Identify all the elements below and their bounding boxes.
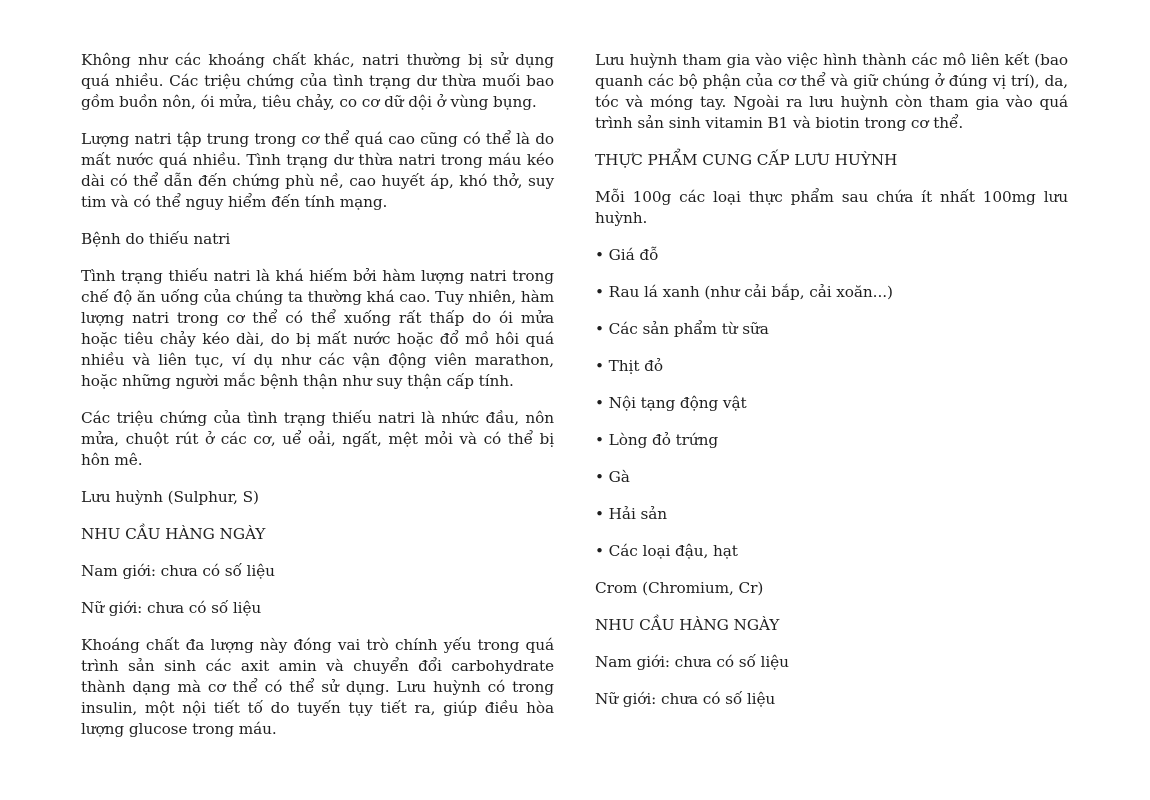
list-item: • Gà	[595, 468, 630, 486]
paragraph: Khoáng chất đa lượng này đóng vai trò chính yếu trong quá trình sản sinh các axit amin và chuyển đổi carbohydrate thành dạng mà cơ thể có thể sử dụng. Lưu huỳnh có trong insulin, một nội tiết tố do tuyến tụy tiết ra, giúp điều hòa lượng glucose trong máu.	[81, 636, 554, 738]
requirement-line: Nam giới: chưa có số liệu	[595, 653, 789, 671]
paragraph: Mỗi 100g các loại thực phẩm sau chứa ít nhất 100mg lưu huỳnh.	[595, 188, 1068, 227]
paragraph: Lượng natri tập trung trong cơ thể quá cao cũng có thể là do mất nước quá nhiều. Tình trạng dư thừa natri trong máu kéo dài có thể dẫn đến chứng phù nề, cao huyết áp, khó thở, suy tim và có thể nguy hiểm đến tính mạng.	[81, 130, 554, 211]
list-item: • Thịt đỏ	[595, 357, 663, 375]
subheading: NHU CẦU HÀNG NGÀY	[81, 525, 266, 543]
list-item: • Rau lá xanh (như cải bắp, cải xoăn...)	[595, 283, 893, 301]
list-item: • Các loại đậu, hạt	[595, 542, 738, 560]
requirement-line: Nữ giới: chưa có số liệu	[595, 690, 776, 708]
list-item: • Các sản phẩm từ sữa	[595, 320, 769, 338]
requirement-line: Nam giới: chưa có số liệu	[81, 562, 275, 580]
left-column	[81, 50, 554, 756]
list-item: • Hải sản	[595, 505, 668, 523]
list-item: • Lòng đỏ trứng	[595, 431, 719, 449]
paragraph: Các triệu chứng của tình trạng thiếu natri là nhức đầu, nôn mửa, chuột rút ở các cơ, uể oải, ngất, mệt mỏi và có thể bị hôn mê.	[81, 409, 554, 469]
section-heading: Crom (Chromium, Cr)	[595, 579, 764, 597]
subheading: THỰC PHẨM CUNG CẤP LƯU HUỲNH	[595, 151, 898, 169]
list-item: • Nội tạng động vật	[595, 394, 747, 412]
paragraph: Không như các khoáng chất khác, natri thường bị sử dụng quá nhiều. Các triệu chứng của tình trạng dư thừa muối bao gồm buồn nôn, ói mửa, tiêu chảy, co cơ dữ dội ở vùng bụng.	[81, 51, 554, 111]
section-heading: Lưu huỳnh (Sulphur, S)	[81, 488, 259, 506]
section-heading: Bệnh do thiếu natri	[81, 230, 231, 248]
paragraph: Lưu huỳnh tham gia vào việc hình thành các mô liên kết (bao quanh các bộ phận của cơ thể và giữ chúng ở đúng vị trí), da, tóc và móng tay. Ngoài ra lưu huỳnh còn tham gia vào quá trình sản sinh vitamin B1 và biotin trong cơ thể.	[595, 51, 1068, 132]
requirement-line: Nữ giới: chưa có số liệu	[81, 599, 262, 617]
paragraph: Tình trạng thiếu natri là khá hiếm bởi hàm lượng natri trong chế độ ăn uống của chúng ta thường khá cao. Tuy nhiên, hàm lượng natri trong cơ thể có thể xuống rất thấp do ói mửa hoặc tiêu chảy kéo dài, do bị mất nước hoặc đổ mồ hôi quá nhiều và liên tục, ví dụ như các vận động viên marathon, hoặc những người mắc bệnh thận như suy thận cấp tính.	[81, 267, 554, 390]
right-column	[595, 50, 1068, 726]
list-item: • Giá đỗ	[595, 246, 659, 264]
subheading: NHU CẦU HÀNG NGÀY	[595, 616, 780, 634]
